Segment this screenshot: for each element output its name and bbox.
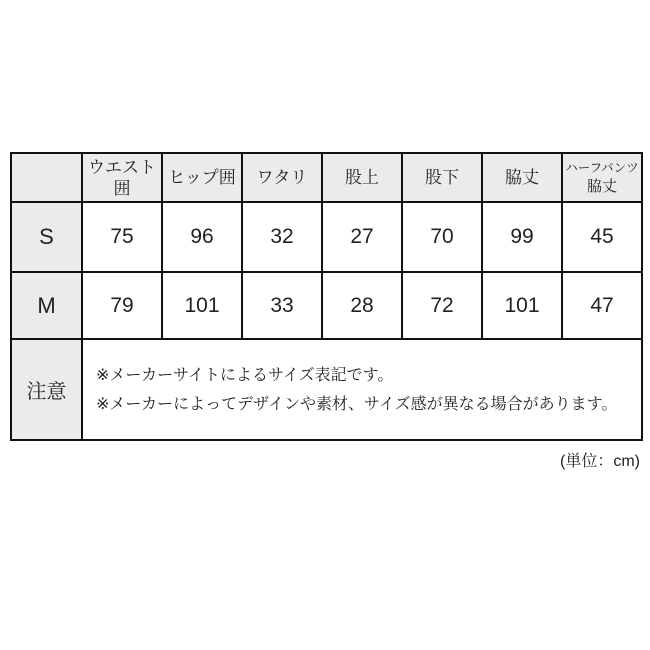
header-rise-label: 股上 (345, 168, 379, 187)
header-halfpants-line2: 脇丈 (586, 177, 617, 195)
header-inseam (402, 153, 482, 202)
m-hip-value: 101 (162, 272, 242, 339)
note-line-2: ※メーカーによってデザインや素材、サイズ感が異なる場合があります。 (96, 395, 618, 413)
header-rise (322, 153, 402, 202)
s-hip-value: 96 (162, 202, 242, 272)
note-line-1: ※メーカーサイトによるサイズ表記です。 (96, 366, 394, 384)
header-thigh-label: ワタリ (256, 168, 308, 187)
header-side-length (482, 153, 562, 202)
note-cell (82, 339, 642, 440)
size-chart-table (10, 152, 643, 441)
header-waist-line1: ウエスト (88, 157, 156, 177)
size-s-label: S (11, 202, 82, 272)
s-halfpants-value: 45 (562, 202, 642, 272)
corner-cell (11, 153, 82, 202)
s-thigh-value: 32 (242, 202, 322, 272)
note-row (11, 339, 642, 440)
header-halfpants-line1: ハーフパンツ (565, 160, 639, 175)
unit-note: (単位：cm) (560, 453, 640, 470)
table-row-size-s (11, 202, 642, 272)
header-side-length-label: 脇丈 (505, 168, 539, 187)
m-halfpants-value: 47 (562, 272, 642, 339)
header-hip (162, 153, 242, 202)
header-thigh (242, 153, 322, 202)
table-row-size-m (11, 272, 642, 339)
header-waist (82, 153, 162, 202)
header-inseam-label: 股下 (425, 168, 459, 187)
header-waist-line2: 囲 (113, 178, 131, 198)
m-rise-value: 28 (322, 272, 402, 339)
header-halfpants-side-length (562, 153, 642, 202)
s-side-length-value: 99 (482, 202, 562, 272)
s-inseam-value: 70 (402, 202, 482, 272)
m-inseam-value: 72 (402, 272, 482, 339)
m-thigh-value: 33 (242, 272, 322, 339)
size-m-label: M (11, 272, 82, 339)
header-row (11, 153, 642, 202)
s-rise-value: 27 (322, 202, 402, 272)
s-waist-value: 75 (82, 202, 162, 272)
m-side-length-value: 101 (482, 272, 562, 339)
note-label: 注意 (11, 339, 82, 440)
header-hip-label: ヒップ囲 (168, 168, 236, 187)
m-waist-value: 79 (82, 272, 162, 339)
